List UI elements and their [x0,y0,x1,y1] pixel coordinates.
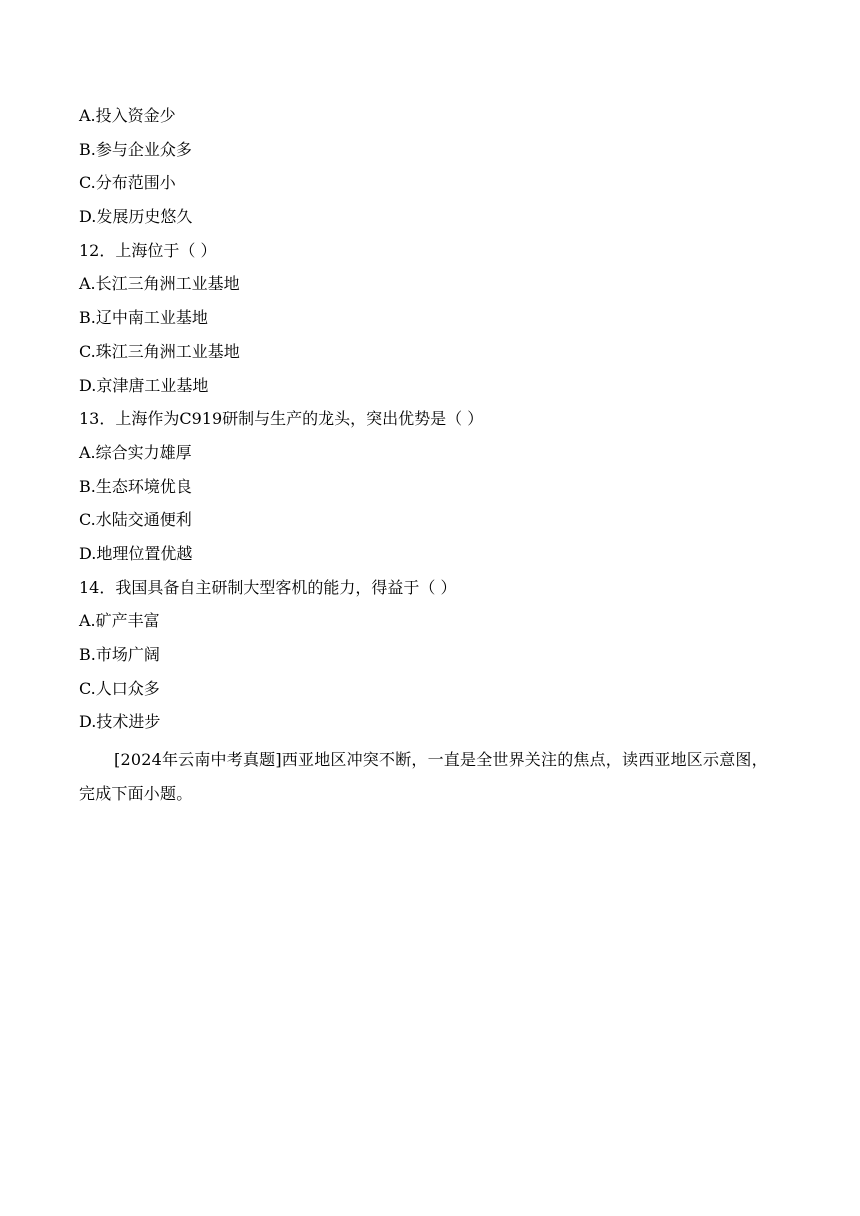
intro-paragraph: [2024年云南中考真题]西亚地区冲突不断，一直是全世界关注的焦点，读西亚地区示意图，完成下面小题。 [79,750,768,803]
q14-option-b: B.市场广阔 [79,645,160,664]
q12-option-a: A.长江三角洲工业基地 [79,274,240,294]
q11-option-d: D.发展历史悠久 [79,207,193,227]
q14-option-c: C.人口众多 [79,678,160,698]
q14-option-d: D.技术进步 [79,712,161,732]
q13-option-b: B.生态环境优良 [79,476,192,496]
q12-option-c: C.珠江三角洲工业基地 [79,341,240,361]
q13-stem: 13．上海作为C919研制与生产的龙头，突出优势是（ ） [79,409,484,429]
q13-option-d: D.地理位置优越 [79,543,193,563]
q12-option-d: D.京津唐工业基地 [79,375,209,395]
q13-option-c: C.水陆交通便利 [79,510,192,530]
q14-stem: 14．我国具备自主研制大型客机的能力，得益于（ ） [79,577,457,597]
q12-option-b: B.辽中南工业基地 [79,308,208,328]
q11-option-a: A.投入资金少 [79,106,176,125]
q14-option-a: A.矿产丰富 [79,611,160,631]
q12-stem: 12．上海位于（ ） [79,240,217,260]
q11-option-c: C.分布范围小 [79,173,176,193]
q11-option-b: B.参与企业众多 [79,139,192,159]
question-list [79,104,779,744]
q13-option-a: A.综合实力雄厚 [79,442,192,462]
